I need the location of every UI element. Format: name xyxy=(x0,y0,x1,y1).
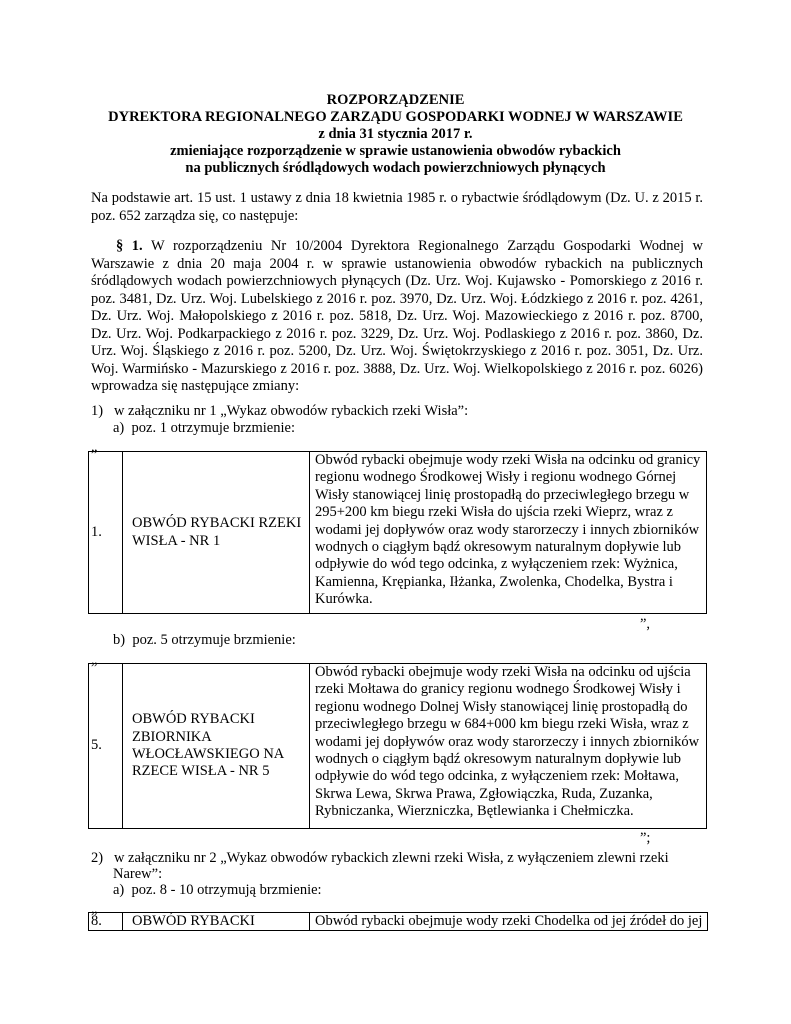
item-1b: b) poz. 5 otrzymuje brzmienie: xyxy=(113,632,296,648)
quote-close-1: ”, xyxy=(640,616,651,632)
table-position-1 xyxy=(88,451,707,614)
position-number: 5. xyxy=(89,664,123,829)
fishing-district-name: OBWÓD RYBACKI RZEKI WISŁA - NR 1 xyxy=(123,452,310,614)
quote-close-2: ”; xyxy=(640,830,651,846)
table-row xyxy=(89,913,708,931)
quote-open-3: „ xyxy=(91,901,98,917)
item-1a: a) poz. 1 otrzymuje brzmienie: xyxy=(113,420,295,436)
fishing-district-description: Obwód rybacki obejmuje wody rzeki Wisła na odcinku od ujścia rzeki Mołtawa do granicy regionu wodnego Środkowej Wisły i regionu wodnego Dolnej Wisły stanowiącej linię prostopadłą do przeciwległego brzegu w 684+000 km biegu rzeki Wisła, wraz z wodami jej dopływów oraz wody starorzeczy i innych zbiorników wodnych o ciągłym bądź okresowym naturalnym dopływie lub odpływie do wód tego odcinka, z wyłączeniem rzek: Mołtawa, Skrwa Lewa, Skrwa Prawa, Zgłowiączka, Ruda, Zuzanka, Rybniczanka, Wierzniczka, Bętlewianka i Chełmiczka. xyxy=(310,664,707,829)
quote-open-1: „ xyxy=(91,439,98,455)
table-row xyxy=(89,664,707,829)
item-1: 1) w załączniku nr 1 „Wykaz obwodów rybackich rzeki Wisła”: xyxy=(91,403,469,419)
position-number: 1. xyxy=(89,452,123,614)
quote-open-2: „ xyxy=(91,652,98,668)
fishing-district-description: Obwód rybacki obejmuje wody rzeki Wisła na odcinku od granicy regionu wodnego Środkowej Wisły i regionu wodnego Górnej Wisły stanowiącej linię prostopadłą do przeciwległego brzegu w 295+200 km biegu rzeki Wisła do ujścia rzeki Wieprz, wraz z wodami jej dopływów oraz wody starorzeczy i innych zbiorników wodnych o ciągłym bądź okresowym naturalnym dopływie lub odpływie do wód tego odcinka, z wyłączeniem rzek: Wyżnica, Kamienna, Krępianka, Iłżanka, Zwolenka, Chodelka, Bystra i Kurówka. xyxy=(310,452,707,614)
fishing-district-name: OBWÓD RYBACKI xyxy=(123,913,310,931)
intro-paragraph: Na podstawie art. 15 ust. 1 ustawy z dnia 18 kwietnia 1985 r. o rybactwie śródlądowym (Dz. U. z 2015 r. poz. 652 zarządza się, co następuje: xyxy=(91,190,703,224)
item-2a: a) poz. 8 - 10 otrzymują brzmienie: xyxy=(113,882,322,898)
header-issuer: DYREKTORA REGIONALNEGO ZARZĄDU GOSPODARKI WODNEJ W WARSZAWIE xyxy=(108,109,683,125)
fishing-district-description: Obwód rybacki obejmuje wody rzeki Chodelka od jej źródeł do jej xyxy=(310,913,708,931)
position-number: 8. xyxy=(89,913,123,931)
document-header xyxy=(0,92,791,177)
header-subject-line2: na publicznych śródlądowych wodach powierzchniowych płynących xyxy=(185,160,606,176)
item-2-line1: 2) w załączniku nr 2 „Wykaz obwodów rybackich zlewni rzeki Wisła, z wyłączeniem zlewni rzeki xyxy=(91,850,669,866)
header-date: z dnia 31 stycznia 2017 r. xyxy=(318,126,473,142)
item-2-line2: Narew”: xyxy=(113,866,163,882)
fishing-district-name: OBWÓD RYBACKI ZBIORNIKA WŁOCŁAWSKIEGO NA RZECE WISŁA - NR 5 xyxy=(123,664,310,829)
table-position-5 xyxy=(88,663,707,829)
section-1-text: W rozporządzeniu Nr 10/2004 Dyrektora Regionalnego Zarządu Gospodarki Wodnej w Warszawie z dnia 20 maja 2004 r. w sprawie ustanowienia obwodów rybackich na publicznych śródlądowych wodach powierzchniowych płynących (Dz. Urz. Woj. Kujawsko - Pomorskiego z 2016 r. poz. 3481, Dz. Urz. Woj. Lubelskiego z 2016 r. poz. 3970, Dz. Urz. Woj. Łódzkiego z 2016 r. poz. 4261, Dz. Urz. Woj. Małopolskiego z 2016 r. poz. 5818, Dz. Urz. Woj. Mazowieckiego z 2016 r. poz. 8700, Dz. Urz. Woj. Podkarpackiego z 2016 r. poz. 3229, Dz. Urz. Woj. Podlaskiego z 2016 r. poz. 3860, Dz. Urz. Woj. Śląskiego z 2016 r. poz. 5200, Dz. Urz. Woj. Świętokrzyskiego z 2016 r. poz. 3051, Dz. Urz. Woj. Warmińsko - Mazurskiego z 2016 r. poz. 3888, Dz. Urz. Woj. Wielkopolskiego z 2016 r. poz. 6026) wprowadza się następujące zmiany: xyxy=(91,238,704,394)
section-1-paragraph xyxy=(91,238,703,396)
table-position-8 xyxy=(88,912,708,931)
section-1-label: § 1. xyxy=(116,238,143,254)
header-subject-line1: zmieniające rozporządzenie w sprawie ustanowienia obwodów rybackich xyxy=(170,143,621,159)
header-title: ROZPORZĄDZENIE xyxy=(326,92,465,108)
table-row xyxy=(89,452,707,614)
